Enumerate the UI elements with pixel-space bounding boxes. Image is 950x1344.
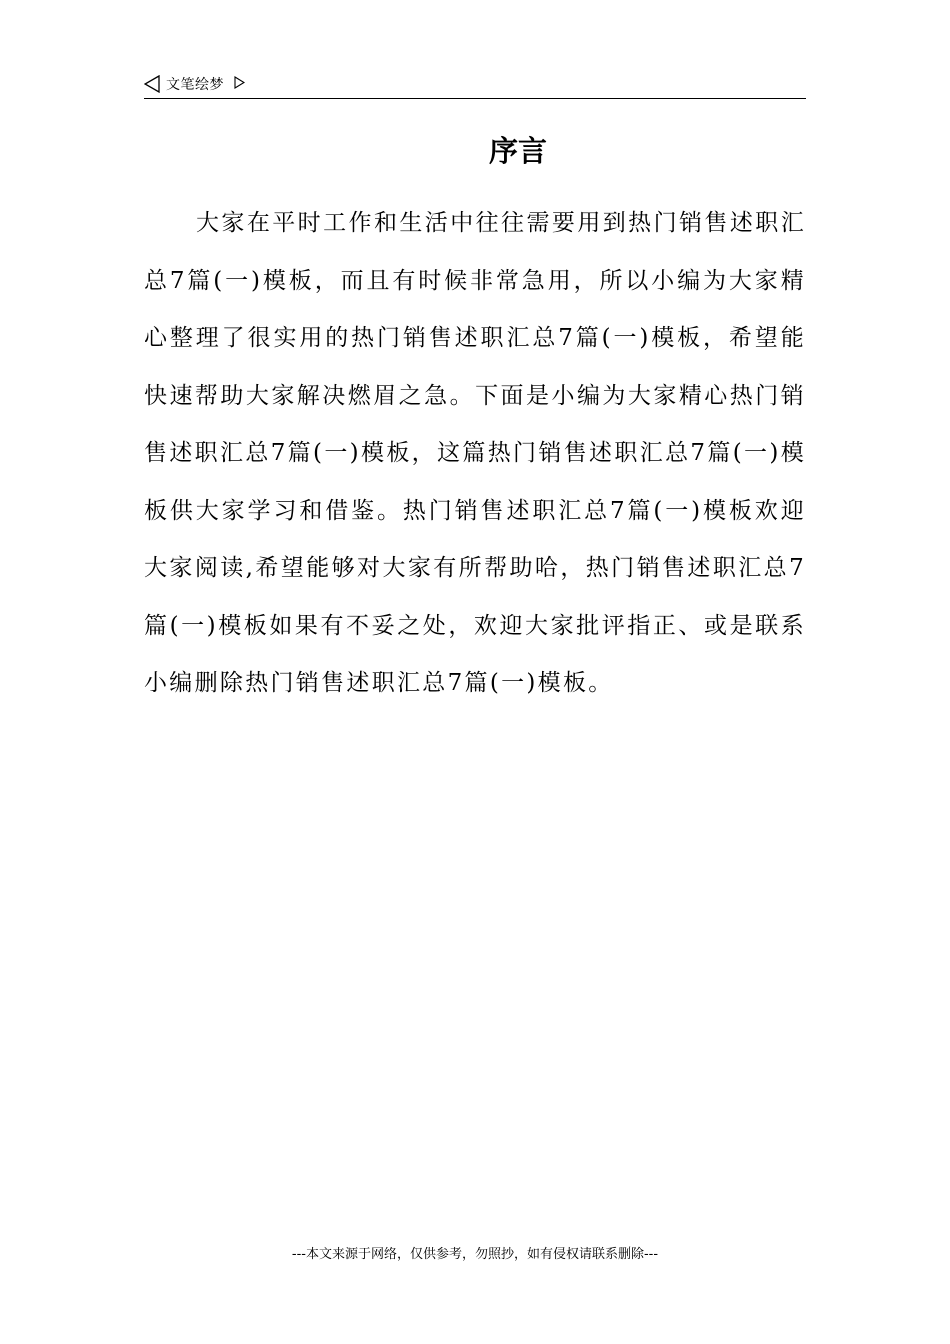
triangle-right-icon bbox=[234, 76, 245, 89]
header-brand-text: 文笔绘梦 bbox=[166, 77, 224, 93]
page-footer: ---本文来源于网络，仅供参考，勿照抄，如有侵权请联系删除--- bbox=[291, 1247, 659, 1262]
triangle-left-icon bbox=[144, 75, 160, 93]
body-paragraph: 大家在平时工作和生活中往往需要用到热门销售述职汇总7篇(一)模板，而且有时候非常急用，所以小编为大家精心整理了很实用的热门销售述职汇总7篇(一)模板，希望能快速帮助大家解决燃眉之急。下面是小编为大家精心热门销售述职汇总7篇(一)模板，这篇热门销售述职汇总7篇(一)模板供大家学习和借鉴。热门销售述职汇总7篇(一)模板欢迎大家阅读,希望能够对大家有所帮助哈，热门销售述职汇总7篇(一)模板如果有不妥之处，欢迎大家批评指正、或是联系小编删除热门销售述职汇总7篇(一)模板。 bbox=[144, 210, 806, 696]
document-title: 序言 bbox=[488, 134, 547, 168]
page-header bbox=[144, 72, 806, 99]
